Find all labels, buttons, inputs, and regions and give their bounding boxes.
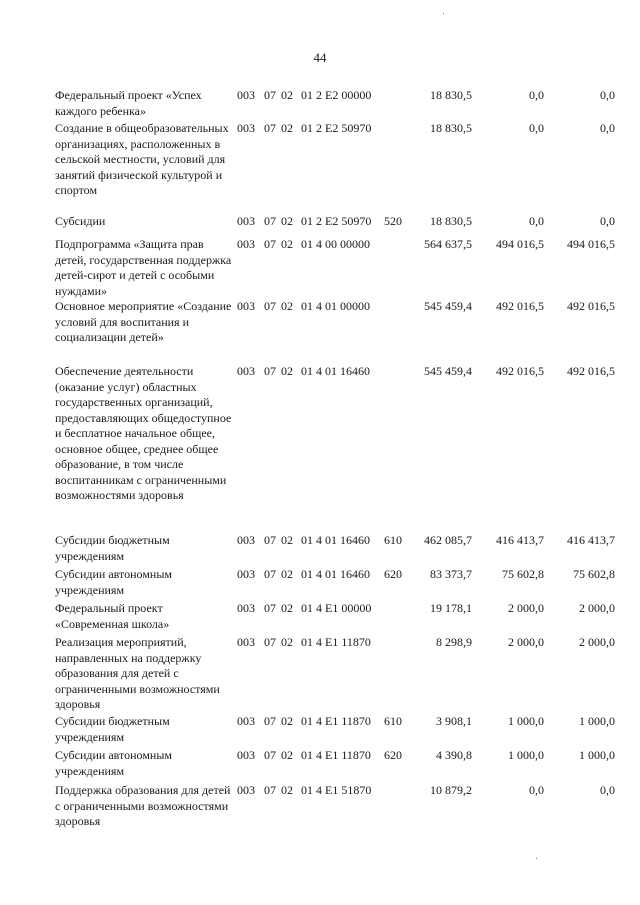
target-article-code: 01 4 E1 11870	[301, 748, 371, 762]
row-name: Подпрограмма «Защита прав детей, государственная поддержка детей-сирот и детей с особыми нуждами»	[55, 237, 232, 298]
amount-year-3: 492 016,5	[567, 299, 615, 313]
target-article-code: 01 4 E1 11870	[301, 635, 371, 649]
amount-year-3: 0,0	[600, 121, 615, 135]
amount-year-2: 492 016,5	[496, 299, 544, 313]
amount-year-1: 19 178,1	[430, 601, 472, 615]
section-code: 07	[264, 88, 276, 102]
row-name: Субсидии	[55, 214, 106, 228]
expense-type-code: 520	[384, 214, 402, 228]
amount-year-2: 1 000,0	[508, 714, 544, 728]
amount-year-2: 1 000,0	[508, 748, 544, 762]
amount-year-1: 3 908,1	[436, 714, 472, 728]
target-article-code: 01 4 E1 11870	[301, 714, 371, 728]
amount-year-3: 2 000,0	[579, 635, 615, 649]
amount-year-2: 0,0	[529, 121, 544, 135]
row-name: Создание в общеобразовательных организациях, расположенных в сельской местности, условий для занятий физической культурой и спортом	[55, 121, 229, 197]
amount-year-3: 492 016,5	[567, 364, 615, 378]
grbs-code: 003	[237, 533, 255, 547]
subsection-code: 02	[281, 783, 293, 797]
grbs-code: 003	[237, 783, 255, 797]
expense-type-code: 620	[384, 748, 402, 762]
amount-year-2: 0,0	[529, 783, 544, 797]
amount-year-2: 494 016,5	[496, 237, 544, 251]
amount-year-2: 2 000,0	[508, 601, 544, 615]
grbs-code: 003	[237, 635, 255, 649]
amount-year-1: 462 085,7	[424, 533, 472, 547]
row-name: Обеспечение деятельности (оказание услуг) областных государственных организаций, предоставляющих общедоступное и бесплатное начальное общее, основное общее, среднее общее образование, в том числе воспитанникам с ограниченными возможностями здоровья	[55, 364, 232, 502]
section-code: 07	[264, 748, 276, 762]
row-name: Субсидии бюджетным учреждениям	[55, 714, 170, 744]
grbs-code: 003	[237, 364, 255, 378]
row-name: Федеральный проект «Успех каждого ребенка»	[55, 88, 202, 118]
row-name: Субсидии автономным учреждениям	[55, 748, 172, 778]
expense-type-code: 620	[384, 567, 402, 581]
scan-speck	[443, 13, 444, 14]
target-article-code: 01 2 E2 50970	[301, 121, 372, 135]
grbs-code: 003	[237, 714, 255, 728]
grbs-code: 003	[237, 601, 255, 615]
amount-year-2: 75 602,8	[502, 567, 544, 581]
amount-year-1: 4 390,8	[436, 748, 472, 762]
section-code: 07	[264, 567, 276, 581]
grbs-code: 003	[237, 748, 255, 762]
amount-year-1: 18 830,5	[430, 88, 472, 102]
subsection-code: 02	[281, 299, 293, 313]
section-code: 07	[264, 237, 276, 251]
grbs-code: 003	[237, 121, 255, 135]
subsection-code: 02	[281, 635, 293, 649]
expense-type-code: 610	[384, 714, 402, 728]
subsection-code: 02	[281, 364, 293, 378]
subsection-code: 02	[281, 121, 293, 135]
section-code: 07	[264, 714, 276, 728]
target-article-code: 01 4 01 16460	[301, 533, 370, 547]
page-number: 44	[313, 50, 327, 65]
grbs-code: 003	[237, 88, 255, 102]
subsection-code: 02	[281, 214, 293, 228]
grbs-code: 003	[237, 299, 255, 313]
target-article-code: 01 4 01 16460	[301, 567, 370, 581]
amount-year-2: 492 016,5	[496, 364, 544, 378]
target-article-code: 01 2 E2 50970	[301, 214, 372, 228]
row-name: Поддержка образования для детей с ограниченными возможностями здоровья	[55, 783, 231, 828]
target-article-code: 01 4 E1 00000	[301, 601, 372, 615]
amount-year-1: 564 637,5	[424, 237, 472, 251]
section-code: 07	[264, 121, 276, 135]
section-code: 07	[264, 601, 276, 615]
amount-year-1: 8 298,9	[436, 635, 472, 649]
amount-year-2: 416 413,7	[496, 533, 544, 547]
grbs-code: 003	[237, 567, 255, 581]
amount-year-2: 0,0	[529, 214, 544, 228]
amount-year-1: 545 459,4	[424, 299, 472, 313]
grbs-code: 003	[237, 237, 255, 251]
expense-type-code: 610	[384, 533, 402, 547]
amount-year-3: 0,0	[600, 88, 615, 102]
target-article-code: 01 4 01 16460	[301, 364, 370, 378]
amount-year-3: 1 000,0	[579, 748, 615, 762]
subsection-code: 02	[281, 237, 293, 251]
amount-year-3: 75 602,8	[573, 567, 615, 581]
row-name: Реализация мероприятий, направленных на поддержку образования для детей с ограниченными возможностями здоровья	[55, 635, 220, 711]
amount-year-1: 10 879,2	[430, 783, 472, 797]
amount-year-1: 18 830,5	[430, 214, 472, 228]
section-code: 07	[264, 364, 276, 378]
row-name: Субсидии автономным учреждениям	[55, 567, 172, 597]
row-name: Субсидии бюджетным учреждениям	[55, 533, 170, 563]
amount-year-3: 1 000,0	[579, 714, 615, 728]
grbs-code: 003	[237, 214, 255, 228]
amount-year-2: 2 000,0	[508, 635, 544, 649]
subsection-code: 02	[281, 567, 293, 581]
section-code: 07	[264, 214, 276, 228]
target-article-code: 01 4 00 00000	[301, 237, 370, 251]
amount-year-1: 83 373,7	[430, 567, 472, 581]
subsection-code: 02	[281, 748, 293, 762]
amount-year-3: 416 413,7	[567, 533, 615, 547]
section-code: 07	[264, 635, 276, 649]
target-article-code: 01 4 01 00000	[301, 299, 370, 313]
amount-year-3: 494 016,5	[567, 237, 615, 251]
subsection-code: 02	[281, 714, 293, 728]
target-article-code: 01 2 E2 00000	[301, 88, 372, 102]
section-code: 07	[264, 299, 276, 313]
subsection-code: 02	[281, 601, 293, 615]
amount-year-1: 18 830,5	[430, 121, 472, 135]
scan-speck	[536, 858, 537, 859]
subsection-code: 02	[281, 533, 293, 547]
subsection-code: 02	[281, 88, 293, 102]
amount-year-2: 0,0	[529, 88, 544, 102]
amount-year-3: 2 000,0	[579, 601, 615, 615]
row-name: Федеральный проект «Современная школа»	[55, 601, 170, 631]
section-code: 07	[264, 533, 276, 547]
amount-year-3: 0,0	[600, 783, 615, 797]
section-code: 07	[264, 783, 276, 797]
amount-year-3: 0,0	[600, 214, 615, 228]
target-article-code: 01 4 E1 51870	[301, 783, 372, 797]
amount-year-1: 545 459,4	[424, 364, 472, 378]
row-name: Основное мероприятие «Создание условий для воспитания и социализации детей»	[55, 299, 232, 344]
